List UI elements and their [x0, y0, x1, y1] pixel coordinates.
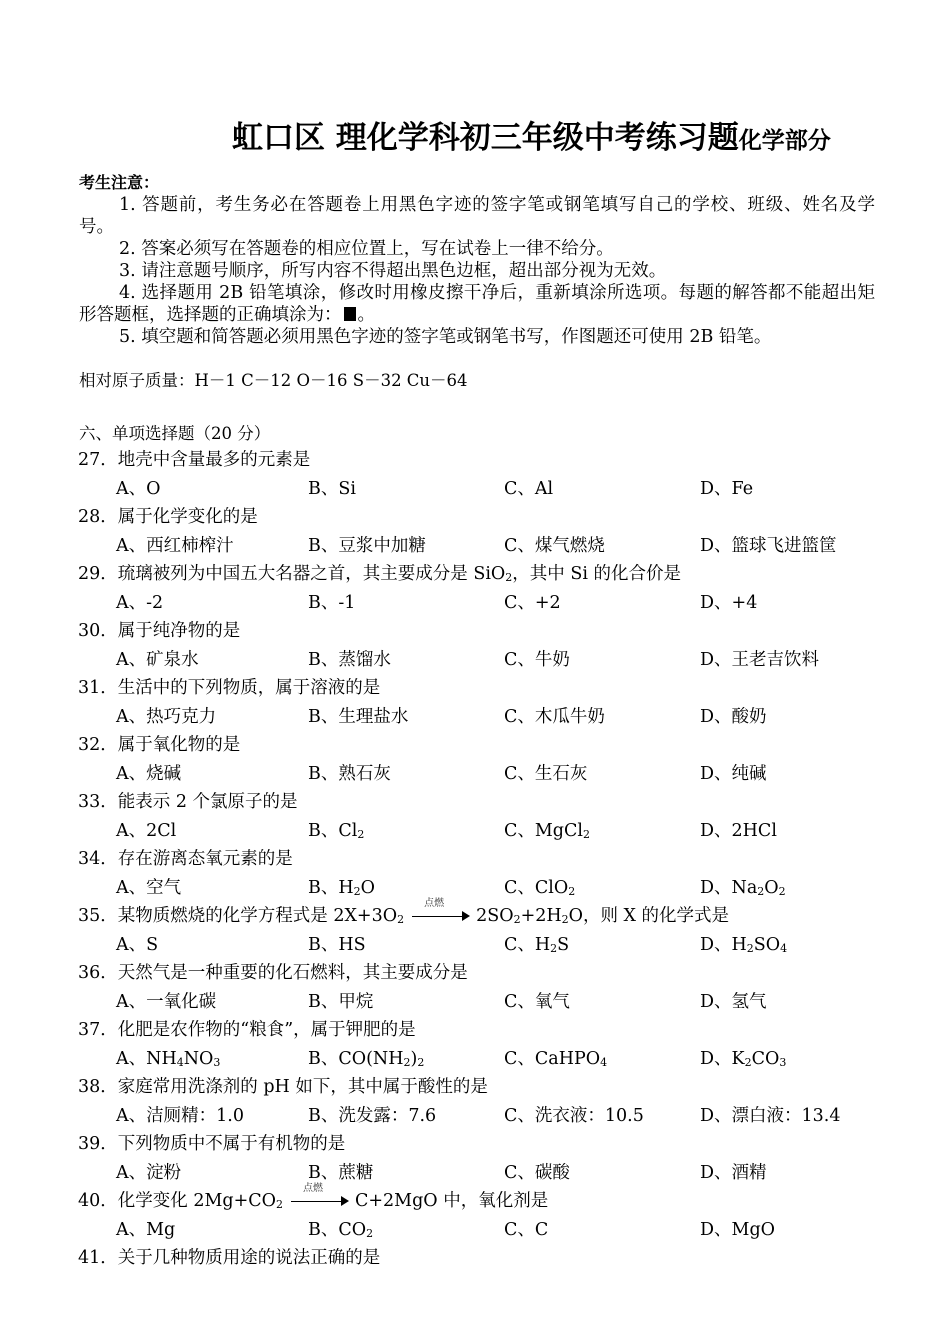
stem-part: 35．某物质燃烧的化学方程式是 2X+3O: [78, 906, 398, 926]
question-29: [78, 560, 878, 589]
question-34: 34．存在游离态氧元素的是: [78, 849, 293, 869]
option-c: C、+2: [504, 592, 561, 613]
question-41: 41．关于几种物质用途的说法正确的是: [78, 1248, 381, 1268]
formula-part: D、H: [700, 934, 747, 955]
subscript: 2: [417, 1055, 425, 1069]
reaction-arrow-icon: [287, 1183, 351, 1208]
options-37: [78, 1045, 878, 1074]
option-c: C、Al: [504, 478, 554, 499]
option-b: B、洗发露：7.6: [308, 1105, 437, 1126]
option-a: A、O: [116, 478, 161, 499]
section-heading: 六、单项选择题（20 分）: [79, 424, 271, 443]
option-c: C、木瓜牛奶: [504, 706, 605, 727]
question-39: 39．下列物质中不属于有机物的是: [78, 1134, 346, 1154]
notice-item-2: 2. 答案必须写在答题卷的相应位置上，写在试卷上一律不给分。: [119, 239, 614, 259]
option-b: B、Si: [308, 478, 356, 499]
option-c: C、碳酸: [504, 1162, 570, 1183]
question-35: [78, 898, 878, 931]
option-b: B、甲烷: [308, 991, 374, 1012]
subscript: 2: [403, 1055, 411, 1069]
options-33: [78, 817, 878, 846]
formula-part: O: [360, 877, 375, 898]
option-b: [308, 817, 364, 846]
options-32: [78, 760, 878, 789]
notice-item-1: 1. 答题前，考生务必在答题卷上用黑色字迹的签字笔或钢笔填写自己的学校、班级、姓名及学号。: [79, 195, 875, 237]
option-d: D、+4: [700, 592, 758, 613]
atomic-masses: 相对原子质量：H－1 C－12 O－16 S－32 Cu－64: [79, 371, 468, 390]
options-34: [78, 874, 878, 903]
stem-part: C+2MgO 中，氧化剂是: [355, 1191, 549, 1211]
formula-part: C、MgCl: [504, 820, 583, 841]
notice-item-5: 5. 填空题和简答题必须用黑色字迹的签字笔或钢笔书写，作图题还可使用 2B 铅笔。: [119, 327, 772, 347]
stem-part: O，则 X 的化学式是: [568, 906, 730, 926]
option-a: A、Mg: [116, 1219, 176, 1240]
subscript: 2: [357, 827, 365, 841]
option-d: D、酸奶: [700, 706, 767, 727]
notice-item-4-end: 。: [357, 305, 375, 325]
subscript: 2: [778, 884, 786, 898]
formula-part: A、NH: [116, 1048, 177, 1069]
formula-part: NO: [183, 1048, 214, 1069]
options-39: [78, 1159, 878, 1188]
option-b: B、豆浆中加糖: [308, 535, 426, 556]
option-b: [308, 1045, 424, 1074]
subscript: 2: [746, 941, 754, 955]
question-list: [78, 446, 878, 1273]
formula-part: CO: [751, 1048, 780, 1069]
question-32: 32．属于氧化物的是: [78, 735, 241, 755]
option-c: [504, 931, 569, 960]
option-a: A、一氧化碳: [116, 991, 217, 1012]
options-27: [78, 475, 878, 504]
options-29: [78, 589, 878, 618]
option-c: [504, 874, 575, 903]
formula-part: ): [410, 1048, 418, 1069]
question-28: 28．属于化学变化的是: [78, 507, 258, 527]
subscript: 2: [550, 941, 558, 955]
option-a: A、矿泉水: [116, 649, 199, 670]
option-a: A、洁厕精：1.0: [116, 1105, 244, 1126]
formula-part: B、CO: [308, 1219, 367, 1240]
question-27: 27．地壳中含量最多的元素是: [78, 450, 311, 470]
formula-part: SO: [753, 934, 781, 955]
option-a: A、热巧克力: [116, 706, 217, 727]
option-c: C、生石灰: [504, 763, 588, 784]
subscript: 2: [505, 571, 513, 584]
reaction-condition: 点燃: [303, 1183, 323, 1194]
option-d: D、篮球飞进篮筐: [700, 535, 837, 556]
options-30: [78, 646, 878, 675]
stem-part: 29．琉璃被列为中国五大名器之首，其主要成分是 SiO: [78, 564, 506, 584]
subscript: 2: [276, 1198, 283, 1211]
option-a: A、2Cl: [116, 820, 177, 841]
option-b: B、蒸馏水: [308, 649, 391, 670]
subscript: 2: [366, 1226, 374, 1240]
option-b: [308, 1216, 373, 1245]
subscript: 2: [561, 913, 569, 926]
option-d: D、Fe: [700, 478, 754, 499]
option-d: D、王老吉饮料: [700, 649, 820, 670]
formula-part: C、ClO: [504, 877, 569, 898]
question-36: 36．天然气是一种重要的化石燃料，其主要成分是: [78, 963, 468, 983]
stem-part: ，其中 Si 的化合价是: [512, 564, 681, 584]
stem-part: 2SO: [476, 906, 514, 926]
option-a: A、淀粉: [116, 1162, 182, 1183]
formula-part: D、K: [700, 1048, 745, 1069]
subscript: 4: [600, 1055, 608, 1069]
subscript: 3: [779, 1055, 787, 1069]
option-d: D、2HCl: [700, 820, 777, 841]
question-30: 30．属于纯净物的是: [78, 621, 241, 641]
notice-heading: 考生注意：: [79, 173, 160, 192]
question-40: [78, 1183, 878, 1216]
option-b: [308, 874, 375, 903]
subscript: 2: [757, 884, 765, 898]
option-d: D、MgO: [700, 1219, 775, 1240]
title-tail: 化学部分: [738, 128, 831, 154]
option-d: D、纯碱: [700, 763, 767, 784]
reaction-condition: 点燃: [424, 898, 445, 909]
subscript: 4: [780, 941, 788, 955]
option-b: B、熟石灰: [308, 763, 391, 784]
formula-part: B、H: [308, 877, 354, 898]
notice-item-4-text: 4. 选择题用 2B 铅笔填涂，修改时用橡皮擦干净后，重新填涂所选项。每题的解答都不能超出矩形答题框，选择题的正确填涂为：: [79, 283, 875, 325]
subscript: 2: [583, 827, 590, 841]
subscript: 4: [176, 1055, 184, 1069]
option-a: [116, 1045, 220, 1074]
subscript: 3: [213, 1055, 221, 1069]
title-main: 虹口区 理化学科初三年级中考练习题: [232, 120, 739, 156]
question-31: 31．生活中的下列物质，属于溶液的是: [78, 678, 381, 698]
option-d: D、酒精: [700, 1162, 767, 1183]
option-c: C、牛奶: [504, 649, 570, 670]
formula-part: O: [764, 877, 779, 898]
formula-part: C、CaHPO: [504, 1048, 601, 1069]
question-37: 37．化肥是农作物的“粮食”，属于钾肥的是: [78, 1020, 416, 1040]
formula-part: S: [557, 934, 570, 955]
options-40: [78, 1216, 878, 1245]
formula-part: D、Na: [700, 877, 758, 898]
subscript: 2: [353, 884, 361, 898]
formula-part: B、Cl: [308, 820, 358, 841]
reaction-arrow-icon: [408, 898, 472, 923]
option-b: B、-1: [308, 592, 356, 613]
filled-box-icon: [344, 307, 356, 321]
stem-part: +2H: [520, 906, 562, 926]
subscript: 2: [397, 913, 405, 926]
question-33: 33．能表示 2 个氯原子的是: [78, 792, 298, 812]
option-c: C、氧气: [504, 991, 570, 1012]
subscript: 2: [513, 913, 521, 926]
option-c: [504, 1045, 607, 1074]
options-36: [78, 988, 878, 1017]
option-b: B、生理盐水: [308, 706, 409, 727]
option-c: [504, 817, 590, 846]
option-a: A、西红柿榨汁: [116, 535, 234, 556]
question-38: 38．家庭常用洗涤剂的 pH 如下，其中属于酸性的是: [78, 1077, 488, 1097]
option-c: C、洗衣液：10.5: [504, 1105, 644, 1126]
option-d: D、氢气: [700, 991, 767, 1012]
page-title: [232, 112, 831, 157]
subscript: 2: [744, 1055, 752, 1069]
options-35: [78, 931, 878, 960]
notice-item-3: 3. 请注意题号顺序，所写内容不得超出黑色边框，超出部分视为无效。: [119, 261, 667, 281]
notice-item-4: [79, 282, 875, 326]
option-a: A、烧碱: [116, 763, 182, 784]
formula-part: C、H: [504, 934, 551, 955]
option-b: B、蔗糖: [308, 1162, 374, 1183]
option-b: B、HS: [308, 934, 366, 955]
options-38: [78, 1102, 878, 1131]
option-c: C、煤气燃烧: [504, 535, 605, 556]
subscript: 2: [568, 884, 576, 898]
option-a: A、-2: [116, 592, 164, 613]
exam-notice: [79, 172, 875, 348]
option-d: D、漂白液：13.4: [700, 1105, 841, 1126]
option-d: [700, 874, 786, 903]
options-28: [78, 532, 878, 561]
options-31: [78, 703, 878, 732]
option-a: A、空气: [116, 877, 182, 898]
option-a: A、S: [116, 934, 159, 955]
option-c: C、C: [504, 1219, 549, 1240]
option-d: [700, 931, 787, 960]
stem-part: 40．化学变化 2Mg+CO: [78, 1191, 276, 1211]
formula-part: B、CO(NH: [308, 1048, 404, 1069]
option-d: [700, 1045, 786, 1074]
